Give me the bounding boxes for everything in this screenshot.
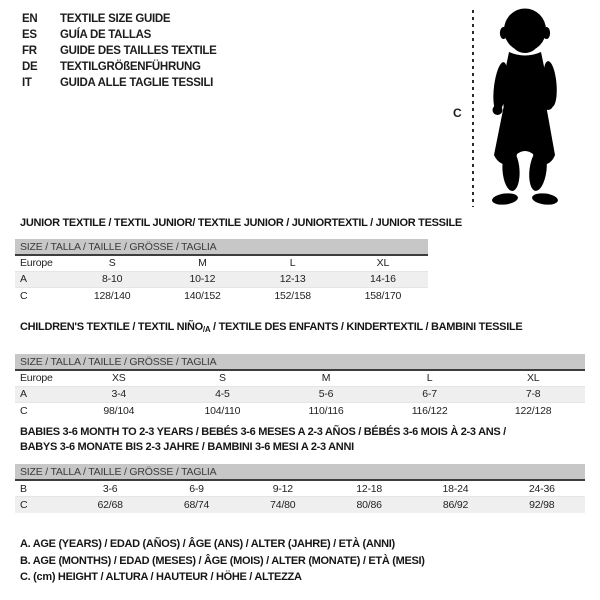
size-value-cell: L bbox=[289, 257, 296, 269]
size-value-cell: 98/104 bbox=[103, 404, 135, 417]
language-title: GUIDE DES TAILLES TEXTILE bbox=[60, 45, 217, 57]
row-label: Europe bbox=[20, 372, 53, 384]
size-value-cell: 6-9 bbox=[189, 482, 204, 495]
row-label: B bbox=[20, 482, 27, 495]
size-value-cell: 7-8 bbox=[525, 388, 541, 400]
language-code: ES bbox=[22, 29, 37, 41]
language-title: GUÍA DE TALLAS bbox=[60, 29, 151, 41]
size-value-cell: 110/116 bbox=[308, 404, 344, 417]
legend-notes bbox=[20, 536, 425, 586]
language-code: DE bbox=[22, 61, 38, 73]
size-value-cell: 9-12 bbox=[272, 482, 293, 495]
section-title bbox=[20, 425, 585, 454]
size-value-cell: 116/122 bbox=[411, 404, 448, 417]
size-value-cell: 18-24 bbox=[442, 482, 469, 495]
size-value-cell: 152/158 bbox=[274, 289, 311, 302]
title-text: BABIES 3-6 MONTH TO 2-3 YEARS / BEBÉS 3-6 MESES A 2-3 AÑOS / BÉBÉS 3-6 MOIS À 2-3 ANS / bbox=[20, 426, 506, 438]
size-value-cell: 10-12 bbox=[189, 273, 216, 285]
size-value-cell: 14-16 bbox=[369, 273, 396, 285]
size-value-cell: S bbox=[108, 257, 116, 269]
section-title-line bbox=[20, 440, 585, 455]
table-row bbox=[15, 371, 585, 387]
section-title-line bbox=[20, 320, 585, 338]
size-value-cell: L bbox=[426, 372, 433, 384]
row-label: C bbox=[20, 499, 28, 511]
size-header-bar: SIZE / TALLA / TAILLE / GRÖSSE / TAGLIA bbox=[15, 464, 585, 481]
row-label: Europe bbox=[20, 257, 53, 269]
size-table-section bbox=[15, 216, 585, 304]
height-measure-label: C bbox=[453, 106, 462, 120]
subscript-text: /A bbox=[202, 325, 211, 334]
language-code: FR bbox=[22, 45, 37, 57]
size-value-cell: 80/86 bbox=[356, 499, 382, 511]
baby-silhouette-icon bbox=[480, 7, 572, 209]
table-row bbox=[15, 256, 428, 272]
size-value-cell: 140/152 bbox=[184, 289, 221, 302]
language-title: TEXTILGRÖßENFÜHRUNG bbox=[60, 61, 201, 73]
size-value-cell: 3-4 bbox=[111, 388, 127, 400]
size-value-cell: 24-36 bbox=[528, 482, 555, 495]
size-value-cell: XS bbox=[111, 372, 126, 384]
size-value-cell: 104/110 bbox=[204, 404, 241, 417]
table-row bbox=[15, 272, 428, 288]
size-value-cell: 6-7 bbox=[422, 388, 437, 400]
row-label: C bbox=[20, 289, 28, 302]
size-header-bar: SIZE / TALLA / TAILLE / GRÖSSE / TAGLIA bbox=[15, 354, 585, 371]
legend-note: A. AGE (YEARS) / EDAD (AÑOS) / ÂGE (ANS) / ALTER (JAHRE) / ETÀ (ANNI) bbox=[20, 538, 395, 550]
table-row bbox=[15, 403, 585, 419]
size-header-bar: SIZE / TALLA / TAILLE / GRÖSSE / TAGLIA bbox=[15, 239, 428, 256]
size-value-cell: 12-18 bbox=[356, 482, 383, 495]
size-value-cell: S bbox=[218, 372, 226, 384]
size-value-cell: 74/80 bbox=[270, 499, 296, 511]
size-value-cell: 12-13 bbox=[279, 273, 306, 285]
table-row bbox=[15, 497, 585, 513]
size-value-cell: 68/74 bbox=[183, 499, 210, 511]
size-value-cell: 92/98 bbox=[529, 499, 555, 511]
size-value-cell: 128/140 bbox=[93, 289, 131, 302]
table-row bbox=[15, 481, 585, 497]
title-text: / TEXTILE DES ENFANTS / KINDERTEXTIL / BAMBINI TESSILE bbox=[210, 321, 523, 333]
title-text: CHILDREN'S TEXTILE / TEXTIL NIÑO bbox=[20, 321, 203, 333]
size-value-cell: M bbox=[198, 257, 207, 269]
language-code: IT bbox=[22, 77, 32, 89]
size-table-section bbox=[15, 320, 585, 419]
size-value-cell: 5-6 bbox=[318, 388, 334, 400]
dotted-height-measure-line bbox=[472, 10, 474, 207]
section-title bbox=[20, 320, 585, 338]
row-label: A bbox=[20, 273, 27, 285]
language-code: EN bbox=[22, 13, 38, 25]
size-value-cell: 158/170 bbox=[364, 289, 402, 302]
section-title-line bbox=[20, 216, 585, 231]
legend-note: B. AGE (MONTHS) / EDAD (MESES) / ÂGE (MOIS) / ALTER (MONATE) / ETÀ (MESI) bbox=[20, 554, 425, 567]
size-value-cell: XL bbox=[526, 372, 540, 384]
row-label: C bbox=[20, 404, 28, 417]
size-value-cell: 86/92 bbox=[442, 499, 469, 511]
language-title: GUIDA ALLE TAGLIE TESSILI bbox=[60, 77, 214, 89]
size-value-cell: XL bbox=[376, 257, 390, 269]
size-value-cell: 122/128 bbox=[514, 404, 552, 417]
size-value-cell: 62/68 bbox=[97, 499, 123, 511]
size-table bbox=[15, 354, 585, 419]
size-value-cell: 3-6 bbox=[102, 482, 118, 495]
table-row bbox=[15, 288, 428, 304]
height-figure bbox=[0, 0, 600, 215]
size-value-cell: M bbox=[321, 372, 331, 384]
table-row bbox=[15, 387, 585, 403]
size-value-cell: 8-10 bbox=[102, 273, 123, 285]
title-text: JUNIOR TEXTILE / TEXTIL JUNIOR/ TEXTILE JUNIOR / JUNIORTEXTIL / JUNIOR TESSILE bbox=[20, 217, 462, 229]
size-value-cell: 4-5 bbox=[215, 388, 230, 400]
row-label: A bbox=[20, 388, 27, 400]
size-table bbox=[15, 239, 428, 304]
title-text: BABYS 3-6 MONATE BIS 2-3 JAHRE / BAMBINI 3-6 MESI A 2-3 ANNI bbox=[20, 440, 354, 453]
size-table-section bbox=[15, 425, 585, 513]
size-table bbox=[15, 464, 585, 513]
language-title: TEXTILE SIZE GUIDE bbox=[60, 13, 171, 25]
legend-note: C. (cm) HEIGHT / ALTURA / HAUTEUR / HÖHE / ALTEZZA bbox=[20, 571, 302, 583]
section-title-line bbox=[20, 425, 585, 440]
section-title bbox=[20, 216, 585, 231]
